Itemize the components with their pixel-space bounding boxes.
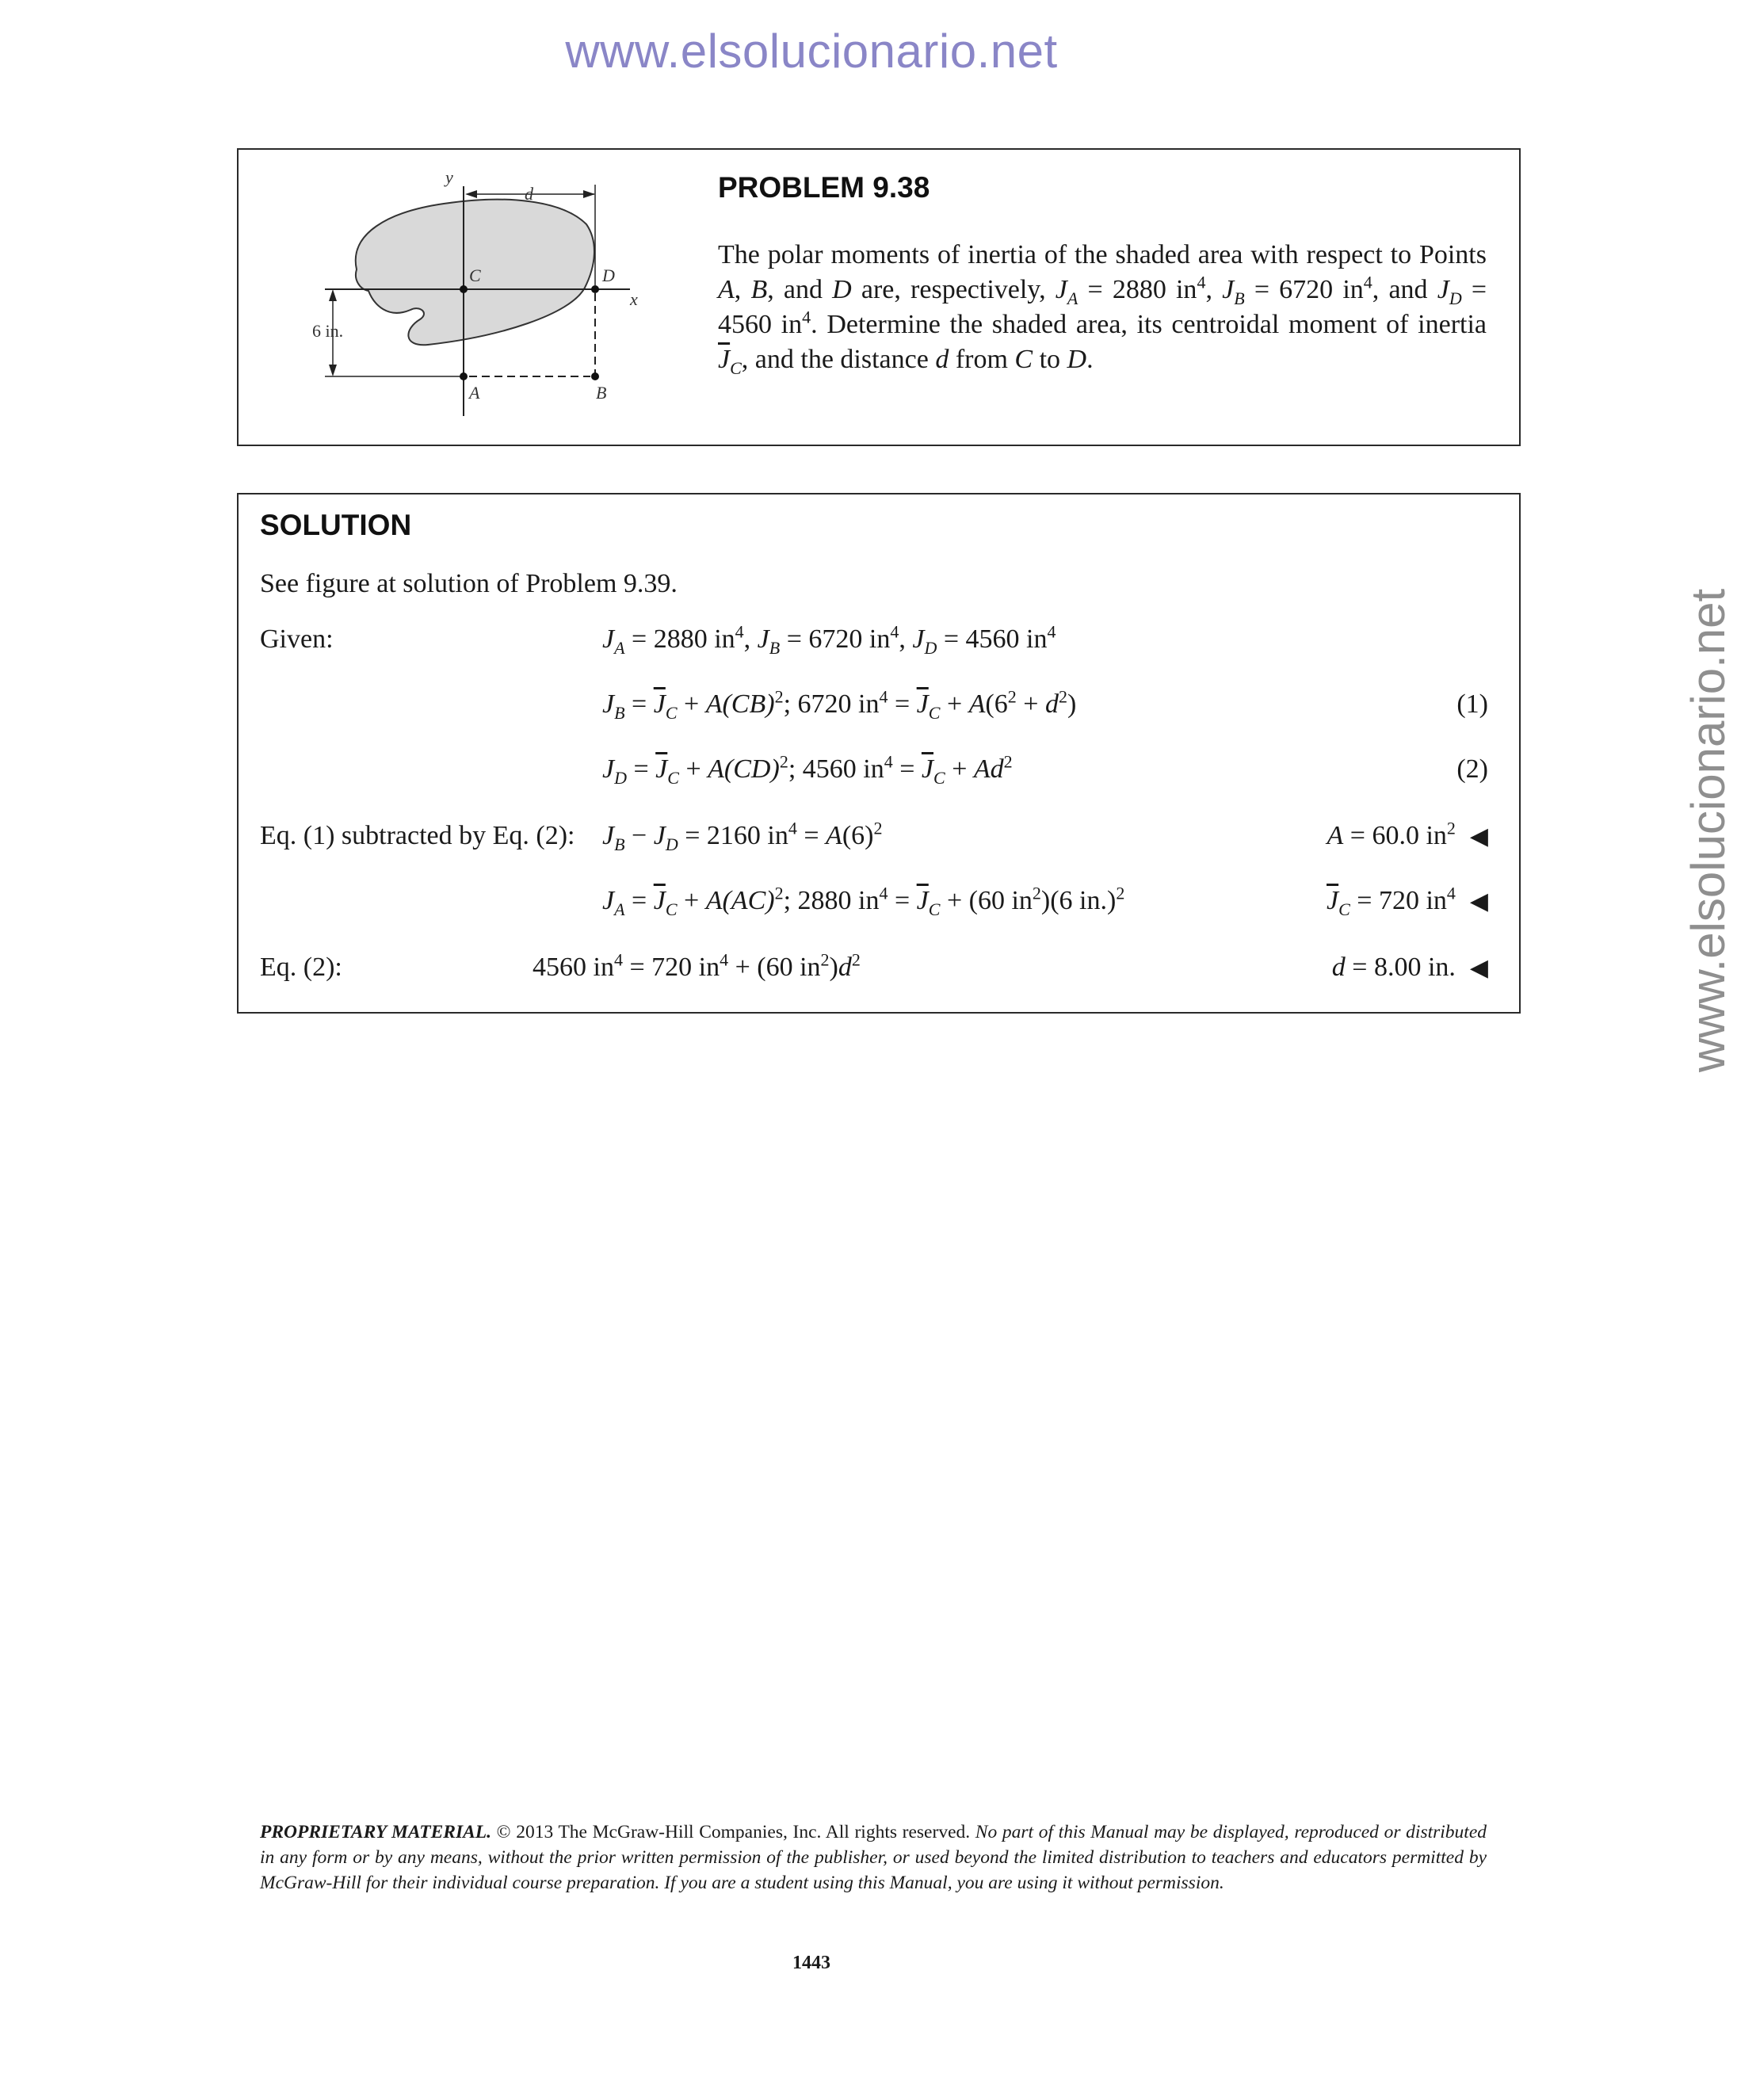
label-d: d — [525, 184, 533, 204]
label-y: y — [445, 167, 453, 187]
point-a — [460, 372, 468, 380]
equation-5-label: Eq. (2): — [260, 953, 342, 982]
problem-statement: The polar moments of inertia of the shaded area with respect to Points A, B, and D are, respectively, $J_A = 2880$ $in^4$, $J_B = 6720$ $in^4$, and $J_D = 4560$ $in^4$. Determine the shaded area, its centroidal moment of inertia $\overline{J}_C$, and the distance d from C to D. — [718, 240, 1487, 378]
result-area: A = 60.0 $in^2$ ◀ — [1327, 818, 1488, 850]
equation-2: $J_D = \overline{J}_C + A(CD)^2$; 4560 $in^4 = \overline{J}_C + Ad^2$ — [602, 751, 1013, 788]
equation-3: $J_B - J_D = 2160$ $in^4 = A(6)^2$ — [602, 818, 883, 854]
point-d — [591, 285, 599, 293]
equation-2-number: (2) — [1456, 754, 1488, 784]
copyright-footer: PROPRIETARY MATERIAL. © 2013 The McGraw-Hill Companies, Inc. All rights reserved. No part of this Manual may be displayed, reproduced or distributed in any form or by any means, without the prior written permission of the publisher, or used beyond the limited distribution to teachers and educators permitted by McGraw-Hill for their individual course preparation. If you are a student using this Manual, you are using it without permission. — [260, 1822, 1487, 1893]
result-centroidal-moment: $\overline{J}_C = 720$ $in^4$ ◀ — [1327, 883, 1488, 919]
answer-marker-icon: ◀ — [1469, 823, 1488, 850]
label-a: A — [469, 383, 480, 403]
equation-1: $J_B = \overline{J}_C + A(CB)^2$; 6720 $in^4 = \overline{J}_C + A(6^2 + d^2)$ — [602, 686, 1077, 723]
point-b — [591, 372, 599, 380]
equation-3-label: Eq. (1) subtracted by Eq. (2): — [260, 821, 575, 850]
given-values: $J_A = 2880$ $in^4$, $J_B = 6720$ $in^4$, $J_D = 4560$ $in^4$ — [602, 621, 1056, 658]
solution-title: SOLUTION — [260, 509, 412, 541]
equation-1-number: (1) — [1456, 689, 1488, 719]
watermark-side: www.elsolucionario.net — [1682, 588, 1735, 1073]
label-x: x — [630, 289, 638, 309]
point-c — [460, 285, 468, 293]
problem-title: PROBLEM 9.38 — [718, 171, 930, 204]
problem-figure — [301, 162, 674, 432]
equation-4: $J_A = \overline{J}_C + A(AC)^2$; 2880 $in^4 = \overline{J}_C + (60$ $in^2)(6$ in.)$^2$ — [602, 883, 1125, 919]
page-number: 1443 — [792, 1953, 830, 1973]
equation-5: 4560 $in^4 = 720$ $in^4 + (60$ $in^2)d^2$ — [533, 949, 861, 982]
label-b: B — [596, 383, 607, 403]
answer-marker-icon: ◀ — [1469, 955, 1488, 981]
watermark-top: www.elsolucionario.net — [565, 25, 1058, 78]
result-distance: d = 8.00 in. ◀ — [1331, 953, 1488, 982]
label-6in: 6 in. — [312, 321, 344, 341]
answer-marker-icon: ◀ — [1469, 888, 1488, 914]
given-label: Given: — [260, 624, 334, 654]
label-d-point: D — [602, 265, 615, 285]
label-c: C — [469, 265, 481, 285]
see-figure-note: See figure at solution of Problem 9.39. — [260, 569, 678, 598]
